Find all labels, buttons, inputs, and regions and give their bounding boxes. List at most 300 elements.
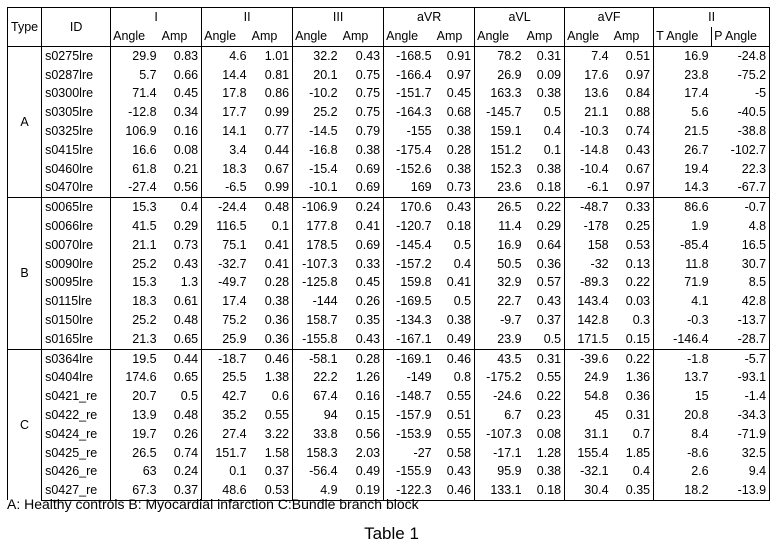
- table-cell: -122.3: [384, 481, 435, 500]
- table-cell: 0.19: [341, 481, 384, 500]
- table-cell: 25.9: [202, 330, 250, 349]
- table-cell: 2.6: [654, 462, 712, 481]
- table-cell: 20.8: [654, 406, 712, 425]
- table-cell: 23.6: [475, 178, 525, 197]
- table-cell: 21.5: [654, 122, 712, 141]
- table-cell: 0.43: [355, 331, 381, 346]
- table-cell: 0.56: [355, 426, 381, 441]
- table-cell: -39.6: [565, 349, 612, 368]
- table-cell: -169.5: [384, 292, 435, 311]
- table-row: [8, 141, 770, 160]
- table-cell: 0.55: [536, 370, 562, 385]
- table-cell: -157.9: [384, 406, 435, 425]
- table-cell: 163.3: [475, 84, 525, 103]
- table-cell: 0.51: [612, 46, 654, 65]
- table-cell: 50.5: [475, 255, 525, 274]
- record-id: s0404lre: [42, 368, 111, 387]
- table-row: [8, 273, 770, 292]
- table-cell: 61.8: [111, 160, 160, 179]
- table-cell: 133.1: [475, 481, 525, 500]
- table-cell: 0.48: [173, 312, 199, 327]
- table-row: [8, 84, 770, 103]
- record-id: s0090lre: [42, 255, 111, 274]
- table-cell: -32.7: [202, 255, 250, 274]
- table-cell: 33.8: [293, 425, 341, 444]
- table-cell: 0.26: [355, 294, 381, 309]
- table-cell: 0.38: [446, 123, 472, 138]
- table-cell: 0.74: [625, 123, 651, 138]
- table-cell: 27.4: [202, 425, 250, 444]
- table-cell: 0.83: [160, 46, 202, 65]
- table-cell: -178: [565, 217, 612, 236]
- table-cell: 0.09: [536, 67, 562, 82]
- table-cell: -28.7: [712, 330, 770, 349]
- table-cell: 0.51: [446, 407, 472, 422]
- table-cell: -32: [565, 255, 612, 274]
- table-cell: 0.1: [543, 142, 562, 157]
- table-cell: 3.4: [202, 141, 250, 160]
- record-id: s0460lre: [42, 160, 111, 179]
- table-cell: -5.7: [712, 349, 770, 368]
- table-cell: -89.3: [565, 273, 612, 292]
- table-cell: 15: [654, 387, 712, 406]
- table-cell: 41.5: [111, 217, 160, 236]
- table-cell: 0.91: [435, 46, 475, 65]
- table-cell: -1.8: [654, 349, 712, 368]
- table-cell: 0.46: [435, 481, 475, 500]
- table-cell: 1.38: [264, 370, 290, 385]
- table-legend: A: Healthy controls B: Myocardial infarction C:Bundle branch block: [7, 496, 419, 512]
- table-cell: 0.8: [453, 370, 472, 385]
- table-row: [8, 178, 770, 197]
- table-cell: 0.16: [355, 389, 381, 404]
- table-body: [8, 46, 770, 500]
- sub-header: Amp: [525, 27, 565, 46]
- table-cell: 11.8: [654, 255, 712, 274]
- table-cell: -145.4: [384, 236, 435, 255]
- table-cell: 0.36: [264, 312, 290, 327]
- table-cell: -16.8: [293, 141, 341, 160]
- lead-i-header: I: [111, 8, 202, 28]
- table-cell: 0.22: [625, 275, 651, 290]
- table-cell: 16.6: [111, 141, 160, 160]
- table-cell: -17.1: [475, 444, 525, 463]
- table-cell: 17.7: [202, 103, 250, 122]
- table-row: [8, 46, 770, 65]
- table-cell: 32.5: [712, 444, 770, 463]
- table-cell: -93.1: [712, 368, 770, 387]
- table-cell: -10.3: [565, 122, 612, 141]
- table-cell: 14.1: [202, 122, 250, 141]
- table-cell: -58.1: [293, 349, 341, 368]
- table-row: [8, 444, 770, 463]
- table-cell: 0.38: [536, 86, 562, 101]
- table-cell: 0.15: [625, 331, 651, 346]
- record-id: s0325lre: [42, 122, 111, 141]
- table-cell: 0.43: [446, 464, 472, 479]
- table-cell: -24.8: [712, 46, 770, 65]
- table-cell: 169: [384, 178, 435, 197]
- table-cell: 0.18: [525, 481, 565, 500]
- record-id: s0066lre: [42, 217, 111, 236]
- table-cell: 0.65: [173, 370, 199, 385]
- table-cell: -155.8: [293, 330, 341, 349]
- table-cell: -107.3: [475, 425, 525, 444]
- table-cell: 26.5: [475, 198, 525, 217]
- table-cell: 158: [565, 236, 612, 255]
- table-cell: 18.2: [654, 481, 712, 500]
- table-row: [8, 198, 770, 217]
- record-id: s0427_re: [42, 481, 111, 500]
- table-cell: 75.2: [202, 311, 250, 330]
- table-cell: 0.33: [612, 198, 654, 217]
- sub-header: Amp: [435, 27, 475, 46]
- table-cell: 116.5: [202, 217, 250, 236]
- table-cell: 177.8: [293, 217, 341, 236]
- table-cell: 0.36: [625, 389, 651, 404]
- table-cell: 16.5: [712, 236, 770, 255]
- table-row: [8, 160, 770, 179]
- sub-header: Amp: [341, 27, 384, 46]
- table-cell: 0.43: [625, 142, 651, 157]
- table-cell: 178.5: [293, 236, 341, 255]
- table-cell: 54.8: [565, 387, 612, 406]
- table-cell: 152.3: [475, 160, 525, 179]
- table-cell: 17.6: [565, 66, 612, 85]
- table-cell: 1.85: [625, 445, 651, 460]
- table-cell: 0.58: [446, 445, 472, 460]
- table-cell: 0.43: [173, 256, 199, 271]
- table-cell: 13.6: [565, 84, 612, 103]
- table-cell: 0.38: [536, 464, 562, 479]
- record-id: s0421_re: [42, 387, 111, 406]
- table-cell: 0.43: [341, 46, 384, 65]
- table-cell: 0.84: [625, 86, 651, 101]
- table-cell: 158.3: [293, 444, 341, 463]
- table-cell: 0.28: [341, 349, 384, 368]
- table-cell: -120.7: [384, 217, 435, 236]
- table-cell: -67.7: [712, 178, 770, 197]
- table-cell: -166.4: [384, 66, 435, 85]
- table-cell: 21.1: [565, 103, 612, 122]
- table-cell: -125.8: [293, 273, 341, 292]
- table-cell: 0.79: [355, 123, 381, 138]
- table-cell: 0.36: [264, 331, 290, 346]
- table-cell: 30.7: [712, 255, 770, 274]
- table-cell: -9.7: [475, 311, 525, 330]
- table-cell: 26.9: [475, 66, 525, 85]
- table-cell: 0.3: [632, 312, 651, 327]
- table-cell: -40.5: [712, 103, 770, 122]
- table-cell: 0.81: [264, 67, 290, 82]
- table-cell: 67.3: [111, 481, 160, 500]
- lead-ii-tp-header: II: [654, 8, 770, 28]
- table-row: [8, 406, 770, 425]
- table-cell: -14.5: [293, 122, 341, 141]
- table-row: [8, 255, 770, 274]
- table-cell: 25.2: [293, 103, 341, 122]
- record-id: s0275lre: [42, 46, 111, 65]
- table-cell: 8.4: [654, 425, 712, 444]
- record-id: s0470lre: [42, 178, 111, 197]
- lead-ii-header: II: [202, 8, 293, 28]
- table-cell: 0.38: [264, 294, 290, 309]
- table-cell: 22.3: [712, 160, 770, 179]
- table-cell: -27.4: [111, 178, 160, 197]
- table-cell: -157.2: [384, 255, 435, 274]
- table-cell: 14.4: [202, 66, 250, 85]
- table-cell: 0.43: [435, 198, 475, 217]
- table-cell: 0.18: [446, 218, 472, 233]
- table-cell: -0.3: [654, 311, 712, 330]
- table-row: [8, 122, 770, 141]
- table-cell: 4.9: [293, 481, 341, 500]
- table-cell: 0.97: [625, 67, 651, 82]
- table-cell: 0.67: [625, 161, 651, 176]
- table-cell: 0.4: [543, 123, 562, 138]
- table-cell: 0.38: [446, 161, 472, 176]
- table-cell: -167.1: [384, 330, 435, 349]
- table-cell: -106.9: [293, 198, 341, 217]
- table-cell: 13.7: [654, 368, 712, 387]
- table-cell: 1.3: [180, 275, 199, 290]
- table-cell: 71.9: [654, 273, 712, 292]
- table-cell: 0.16: [173, 123, 199, 138]
- type-header: Type: [8, 8, 42, 47]
- table-cell: -13.7: [712, 311, 770, 330]
- table-cell: 19.7: [111, 425, 160, 444]
- table-cell: -168.5: [384, 46, 435, 65]
- table-cell: 0.13: [625, 256, 651, 271]
- lead-iii-header: III: [293, 8, 384, 28]
- table-cell: 20.7: [111, 387, 160, 406]
- table-row: [8, 236, 770, 255]
- table-cell: -5: [712, 84, 770, 103]
- table-cell: 1.36: [625, 370, 651, 385]
- table-cell: -49.7: [202, 273, 250, 292]
- table-cell: 29.9: [111, 46, 160, 65]
- table-cell: 0.4: [160, 198, 202, 217]
- table-cell: 0.22: [536, 389, 562, 404]
- table-cell: 106.9: [111, 122, 160, 141]
- table-cell: 158.7: [293, 311, 341, 330]
- table-cell: 0.53: [625, 237, 651, 252]
- table-cell: 26.5: [111, 444, 160, 463]
- table-cell: 0.1: [271, 218, 290, 233]
- table-cell: 0.55: [446, 389, 472, 404]
- table-cell: 0.49: [446, 331, 472, 346]
- table-cell: 7.4: [565, 46, 612, 65]
- table-title: Table 1: [364, 524, 419, 543]
- table-cell: 5.7: [111, 66, 160, 85]
- table-cell: 0.25: [625, 218, 651, 233]
- table-cell: 19.4: [654, 160, 712, 179]
- table-cell: 0.74: [173, 445, 199, 460]
- table-cell: 18.3: [111, 292, 160, 311]
- table-cell: -56.4: [293, 462, 341, 481]
- table-cell: -18.7: [202, 349, 250, 368]
- table-cell: 17.4: [654, 84, 712, 103]
- table-cell: 0.44: [264, 142, 290, 157]
- record-id: s0065lre: [42, 198, 111, 217]
- table-cell: 31.1: [565, 425, 612, 444]
- table-cell: 0.4: [453, 256, 472, 271]
- lead-avr-header: aVR: [384, 8, 475, 28]
- table-cell: -27: [384, 444, 435, 463]
- table-cell: 23.8: [654, 66, 712, 85]
- sub-header: Angle: [293, 27, 341, 46]
- sub-header: Angle: [475, 27, 525, 46]
- table-cell: -164.3: [384, 103, 435, 122]
- table-cell: 0.53: [250, 481, 293, 500]
- table-row: [8, 311, 770, 330]
- table-cell: 0.33: [355, 256, 381, 271]
- sub-header: Angle: [111, 27, 160, 46]
- table-cell: 63: [111, 462, 160, 481]
- table-cell: 0.5: [453, 237, 472, 252]
- table-cell: 0.41: [355, 218, 381, 233]
- table-cell: 22.7: [475, 292, 525, 311]
- table-cell: 75.1: [202, 236, 250, 255]
- table-cell: 1.28: [536, 445, 562, 460]
- table-cell: 0.41: [264, 237, 290, 252]
- table-cell: 0.21: [173, 161, 199, 176]
- table-cell: 23.9: [475, 330, 525, 349]
- table-cell: 0.4: [632, 464, 651, 479]
- table-cell: 0.75: [355, 105, 381, 120]
- table-cell: 0.64: [536, 237, 562, 252]
- sub-header: Amp: [160, 27, 202, 46]
- table-cell: -13.9: [712, 481, 770, 500]
- record-id: s0424_re: [42, 425, 111, 444]
- table-cell: -0.7: [712, 198, 770, 217]
- table-cell: -6.1: [565, 178, 612, 197]
- record-id: s0115lre: [42, 292, 111, 311]
- record-id: s0287lre: [42, 66, 111, 85]
- table-cell: -24.4: [202, 198, 250, 217]
- table-cell: 20.1: [293, 66, 341, 85]
- table-cell: 0.08: [536, 426, 562, 441]
- table-cell: 159.8: [384, 273, 435, 292]
- table-cell: 21.3: [111, 330, 160, 349]
- table-cell: 1.01: [250, 46, 293, 65]
- table-cell: 0.34: [173, 105, 199, 120]
- table-row: [8, 368, 770, 387]
- table-cell: 0.49: [355, 464, 381, 479]
- table-cell: 4.8: [712, 217, 770, 236]
- table-cell: 0.35: [612, 481, 654, 500]
- table-cell: 25.5: [202, 368, 250, 387]
- table-cell: 0.46: [250, 349, 293, 368]
- table-cell: 16.9: [654, 46, 712, 65]
- table-cell: -169.1: [384, 349, 435, 368]
- table-cell: 86.6: [654, 198, 712, 217]
- table-cell: 0.03: [625, 294, 651, 309]
- table-cell: 159.1: [475, 122, 525, 141]
- table-cell: 0.5: [453, 294, 472, 309]
- table-row: [8, 425, 770, 444]
- table-cell: -10.1: [293, 178, 341, 197]
- record-id: s0364lre: [42, 349, 111, 368]
- record-id: s0095lre: [42, 273, 111, 292]
- table-cell: 19.5: [111, 349, 160, 368]
- table-cell: 174.6: [111, 368, 160, 387]
- table-row: [8, 66, 770, 85]
- table-cell: 0.26: [173, 426, 199, 441]
- table-cell: 13.9: [111, 406, 160, 425]
- table-cell: 0.75: [355, 86, 381, 101]
- table-cell: -38.8: [712, 122, 770, 141]
- table-cell: 0.37: [160, 481, 202, 500]
- table-row: [8, 462, 770, 481]
- table-cell: 0.44: [160, 349, 202, 368]
- table-cell: 0.88: [625, 105, 651, 120]
- group-label: B: [8, 198, 42, 349]
- table-cell: 143.4: [565, 292, 612, 311]
- table-cell: 0.46: [435, 349, 475, 368]
- sub-header: Angle: [384, 27, 435, 46]
- table-cell: 32.2: [293, 46, 341, 65]
- table-cell: 0.55: [446, 426, 472, 441]
- table-cell: 25.2: [111, 255, 160, 274]
- table-cell: 45: [565, 406, 612, 425]
- sub-header: T Angle: [654, 27, 712, 46]
- table-cell: 24.9: [565, 368, 612, 387]
- table-cell: -148.7: [384, 387, 435, 406]
- table-row: [8, 292, 770, 311]
- table-cell: 155.4: [565, 444, 612, 463]
- table-cell: -152.6: [384, 160, 435, 179]
- table-cell: 0.31: [625, 407, 651, 422]
- table-cell: 0.1: [202, 462, 250, 481]
- table-cell: 4.1: [654, 292, 712, 311]
- table-cell: 170.6: [384, 198, 435, 217]
- table-cell: -24.6: [475, 387, 525, 406]
- table-cell: 0.68: [446, 105, 472, 120]
- record-id: s0426_re: [42, 462, 111, 481]
- table-cell: 0.23: [536, 407, 562, 422]
- table-cell: 0.65: [173, 331, 199, 346]
- table-cell: 0.43: [536, 294, 562, 309]
- sub-header: Angle: [202, 27, 250, 46]
- table-cell: 95.9: [475, 462, 525, 481]
- table-cell: 0.69: [355, 161, 381, 176]
- table-cell: 15.3: [111, 273, 160, 292]
- table-cell: 0.29: [173, 218, 199, 233]
- table-cell: 0.24: [173, 464, 199, 479]
- table-cell: 0.41: [446, 275, 472, 290]
- table-cell: 0.97: [625, 180, 651, 195]
- table-cell: 17.8: [202, 84, 250, 103]
- table-cell: -10.2: [293, 84, 341, 103]
- table-cell: 0.77: [264, 123, 290, 138]
- record-id: s0070lre: [42, 236, 111, 255]
- table-cell: 32.9: [475, 273, 525, 292]
- table-cell: -175.4: [384, 141, 435, 160]
- table-cell: 0.69: [355, 237, 381, 252]
- table-cell: 0.36: [536, 256, 562, 271]
- table-cell: 0.7: [632, 426, 651, 441]
- table-cell: 0.22: [612, 349, 654, 368]
- table-cell: -71.9: [712, 425, 770, 444]
- table-cell: -145.7: [475, 103, 525, 122]
- table-cell: -155.9: [384, 462, 435, 481]
- table-row: [8, 103, 770, 122]
- table-cell: 0.37: [264, 464, 290, 479]
- table-cell: 11.4: [475, 217, 525, 236]
- table-cell: 0.38: [446, 312, 472, 327]
- record-id: s0165lre: [42, 330, 111, 349]
